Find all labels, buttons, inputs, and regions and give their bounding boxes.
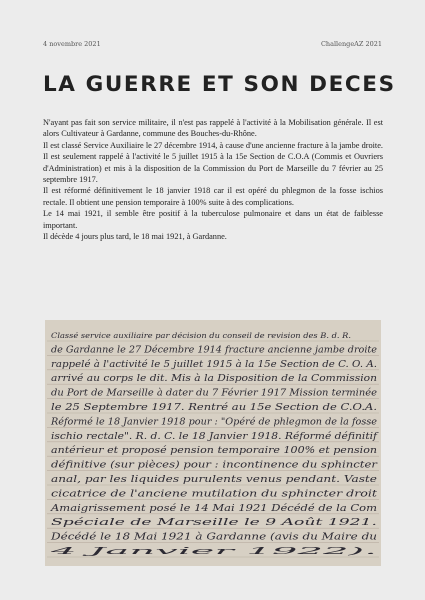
page-title: LA GUERRE ET SON DECES <box>43 72 396 97</box>
record-line: du Port de Marseille à dater du 7 Février 1917 Mission terminée <box>51 388 347 399</box>
record-line: 4 Janvier 1922). <box>51 547 125 557</box>
record-line: de Gardanne le 27 Décembre 1914 fracture ancienne jambe droite <box>51 345 356 356</box>
record-line: cicatrice de l'anciene mutilation du sphincter droit <box>51 489 378 500</box>
paragraph: Il est classé Service Auxiliaire le 27 décembre 1914, à cause d'une ancienne fracture à la jambe droite. Il est seulement rappelé à l'activité le 5 juillet 1915 à la 15e Section de C.O.A (Commis et Ouvriers d'Administration) et mis à la disposition de la Commission du Port de Marseille du 7 février au 25 septembre 1917. <box>43 140 383 185</box>
header-date: 4 novembre 2021 <box>43 40 101 48</box>
record-line: Classé service auxiliaire par décision du conseil de revision des B. d. R. <box>51 332 351 340</box>
paragraph: Il est réformé définitivement le 18 janvier 1918 car il est opéré du phlegmon de la fosse ischios rectale. Il obtient une pension temporaire à 100% suite à des complications. <box>43 186 383 207</box>
record-line: Décédé le 18 Mai 1921 à Gardanne (avis du Maire du <box>51 532 296 543</box>
record-line: ischio rectale". R. d. C. le 18 Janvier 1918. Réformé définitif <box>51 431 326 442</box>
record-line: définitive (sur pièces) pour : incontinence du sphincter <box>51 460 303 471</box>
record-line: anal, par les liquides purulents venus pendant. Vaste <box>51 475 377 485</box>
military-record-scan <box>45 320 381 566</box>
paragraph: Il décède 4 jours plus tard, le 18 mai 1921, à Gardanne. <box>43 232 227 242</box>
paragraph: N'ayant pas fait son service militaire, il n'est pas rappelé à l'activité à la Mobilisation générale. Il est alors Cultivateur à Gardanne, commune des Bouches-du-Rhône. <box>43 118 383 139</box>
header-site: ChallengeAZ 2021 <box>320 40 382 48</box>
record-line: rappelé à l'activité le 5 juillet 1915 à la 15e Section de C. O. A. <box>51 359 338 370</box>
record-line: Réformé le 18 Janvier 1918 pour : "Opéré de phlegmon de la fosse <box>51 417 355 428</box>
record-line: Spéciale de Marseille le 9 Août 1921. <box>51 518 222 529</box>
record-line: le 25 Septembre 1917. Rentré au 15e Section de C.O.A. <box>51 403 306 413</box>
record-line: antérieur et proposé pension temporaire 100% et pension <box>51 446 316 457</box>
record-line: arrivé au corps le dit. Mis à la Disposition de la Commission <box>51 374 326 385</box>
paragraph: Le 14 mai 1921, il semble être positif à la tuberculose pulmonaire et dans un état de faiblesse important. <box>43 209 383 230</box>
article-body <box>43 117 383 242</box>
record-line: Amaigrissement posé le 14 Mai 1921 Décédé de la Com <box>51 503 307 514</box>
